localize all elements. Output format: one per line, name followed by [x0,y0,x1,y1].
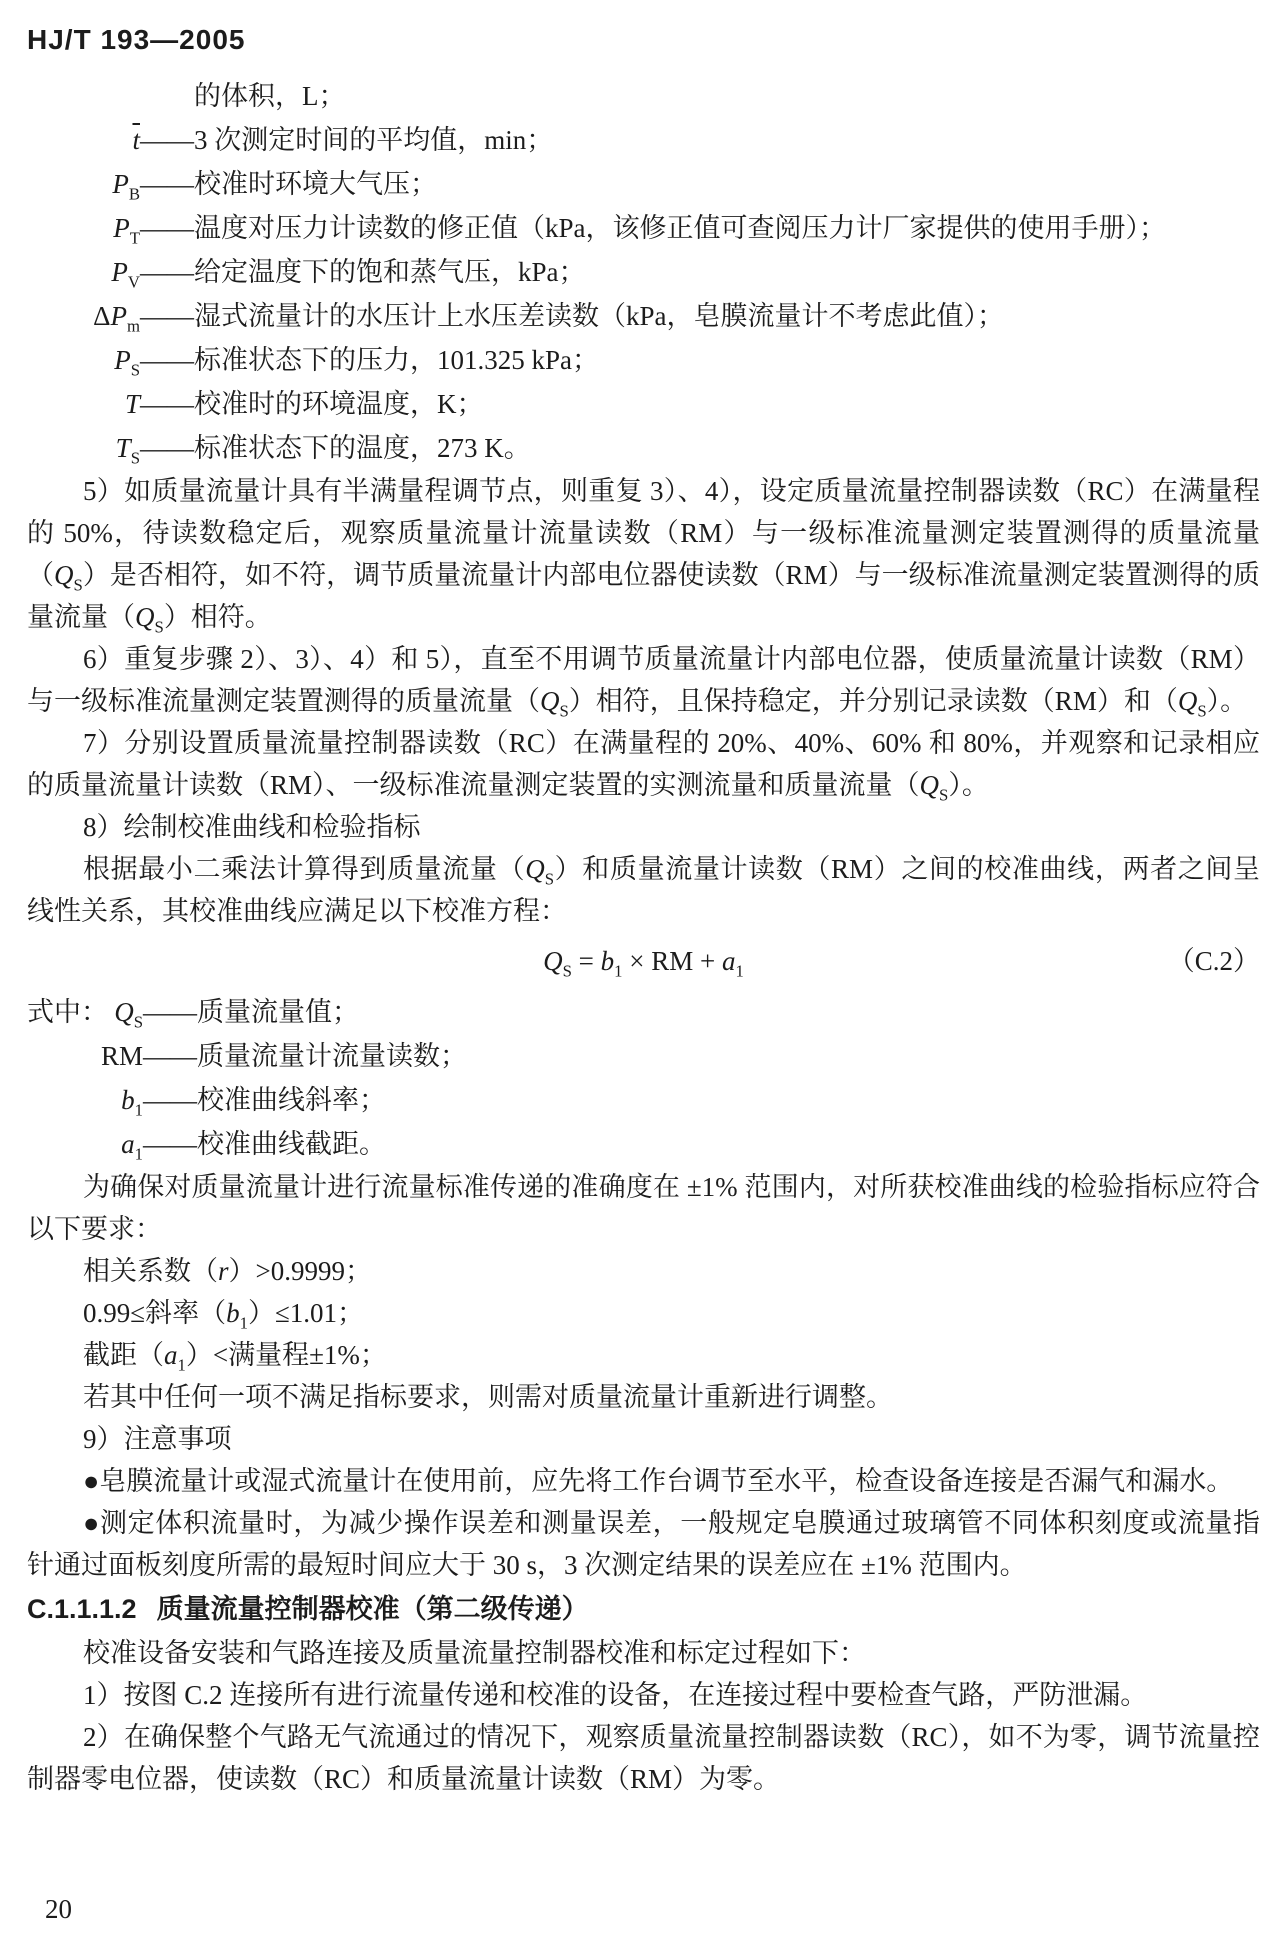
text-segment: P [114,345,131,375]
definition-description [140,250,1260,294]
text-segment: 相关系数（ [83,1256,218,1286]
equation-term-description [143,1034,1260,1078]
definition-description [140,294,1260,338]
definition-symbol [27,162,140,206]
subscript: 1 [239,1313,248,1333]
text-segment: 9）注意事项 [83,1424,232,1454]
equation-term-description [143,1078,1260,1122]
equation-term-description [143,1122,1260,1166]
subscript: S [73,575,83,595]
paragraph [27,848,1260,932]
text-segment: ）是否相符，如不符，调节质量流量计内部电位器使读数（RM）与一级标准流量测定装置测得的质量流量（ [27,560,1261,632]
text-segment: P [112,169,129,199]
text-segment: ——校准时的环境温度，K； [140,389,484,419]
formula-expression [543,946,744,981]
text-segment: ——校准时环境大气压； [140,169,437,199]
subscript: m [126,316,140,336]
text-segment: 2）在确保整个气路无气流通过的情况下，观察质量流量控制器读数（RC），如不为零，调节流量控制器零电位器，使读数（RC）和质量流量计读数（RM）为零。 [27,1722,1260,1794]
text-segment: P [111,257,128,287]
text-segment: T [124,389,140,419]
definition-row [27,426,1260,470]
equation-term-symbol [27,1122,143,1166]
subscript: S [154,617,164,637]
text-segment: Δ [93,301,111,331]
paragraph [27,1674,1260,1716]
standard-number-header: HJ/T 193—2005 [27,24,246,55]
text-segment: $\overline{t}$ [132,125,140,155]
equation-term-row [27,1122,1260,1166]
text-segment: Q [54,560,74,590]
paragraph [27,1716,1260,1800]
definition-row [27,74,1260,118]
text-segment: ●皂膜流量计或湿式流量计在使用前，应先将工作台调节至水平，检查设备连接是否漏气和漏水。 [83,1466,1234,1496]
definition-symbol [27,74,140,118]
equation-term-row [27,1034,1260,1078]
text-segment: 0.99≤斜率（ [83,1298,227,1328]
text-segment: Q [543,946,563,976]
paragraph [27,638,1260,722]
text-segment: r [218,1256,229,1286]
definition-symbol [27,206,140,250]
text-segment: T [115,433,131,463]
paragraph [27,1376,1260,1418]
subscript: V [127,272,140,292]
text-segment: ●测定体积流量时，为减少操作误差和测量误差，一般规定皂膜通过玻璃管不同体积刻度或流量指针通过面板刻度所需的最短时间应大于 30 s，3 次测定结果的误差应在 ±1% 范围内。 [27,1508,1260,1580]
text-segment: 根据最小二乘法计算得到质量流量（ [83,854,526,884]
text-segment: 8）绘制校准曲线和检验指标 [83,812,421,842]
subscript: S [939,785,949,805]
definition-row [27,118,1260,162]
definition-description [140,162,1260,206]
section-heading-title: 质量流量控制器校准（第二级传递） [156,1594,589,1624]
text-segment: a [121,1129,135,1159]
equation-term-symbol [27,1034,143,1078]
definition-row [27,382,1260,426]
equation-term-description [143,990,1260,1034]
text-segment: × RM + [622,946,723,976]
text-segment: ——3 次测定时间的平均值，min； [140,125,554,155]
definition-symbol [27,338,140,382]
text-segment: 截距（ [83,1340,164,1370]
text-segment: ）≤1.01； [247,1298,365,1328]
text-segment: ——标准状态下的压力，101.325 kPa； [140,345,599,375]
text-segment: 若其中任何一项不满足指标要求，则需对质量流量计重新进行调整。 [83,1382,893,1412]
text-segment: = [571,946,601,976]
text-segment: Q [1177,686,1198,716]
subscript: S [130,360,140,380]
definition-symbol [27,250,140,294]
subscript: 1 [735,961,744,981]
subscript: T [129,228,140,248]
text-segment: ——质量流量计流量读数； [143,1041,467,1071]
text-segment: 6）重复步骤 2）、3）、4）和 5），直至不用调节质量流量计内部电位器，使质量流量计读数（RM）与一级标准流量测定装置测得的质量流量（ [27,644,1260,716]
text-segment: ——温度对压力计读数的修正值（kPa，该修正值可查阅压力计厂家提供的使用手册）； [140,213,1166,243]
text-segment: ——湿式流量计的水压计上水压差读数（kPa，皂膜流量计不考虑此值）； [140,301,1004,331]
definition-symbol [27,426,140,470]
paragraph [27,1292,1260,1334]
definition-description [140,382,1260,426]
text-segment: ——给定温度下的饱和蒸气压，kPa； [140,257,586,287]
document-body [27,74,1260,1800]
paragraph [27,470,1260,638]
text-segment: ——质量流量值； [143,997,359,1027]
subscript: S [133,1012,143,1032]
text-segment: ——校准曲线斜率； [143,1085,386,1115]
text-segment: 5）如质量流量计具有半满量程调节点，则重复 3）、4），设定质量流量控制器读数（RC）在满量程的 50%，待读数稳定后，观察质量流量计流量读数（RM）与一级标准流量测定装置测得的质量流量（ [27,476,1260,590]
paragraph [27,1632,1260,1674]
subscript: S [562,961,572,981]
text-segment: ）相符。 [163,602,272,632]
text-segment: P [110,301,127,331]
subscript: S [1197,701,1207,721]
text-segment: 1）按图 C.2 连接所有进行流量传递和校准的设备，在连接过程中要检查气路，严防泄漏。 [83,1680,1148,1710]
subscript: S [130,448,140,468]
text-segment: P [113,213,130,243]
definition-symbol [27,118,140,162]
text-segment: 7）分别设置质量流量控制器读数（RC）在满量程的 20%、40%、60% 和 80%，并观察和记录相应的质量流量计读数（RM）、一级标准流量测定装置的实测流量和质量流量（ [27,728,1260,800]
definition-description [140,426,1260,470]
text-segment: 的体积，L； [194,81,346,111]
equation-term-row [27,1078,1260,1122]
definition-description [140,206,1260,250]
paragraph [27,1250,1260,1292]
definition-row [27,338,1260,382]
text-segment: ）。 [948,770,989,800]
text-segment: ——校准曲线截距。 [143,1129,386,1159]
text-segment: ）<满量程±1%； [185,1340,387,1370]
text-segment: a [164,1340,178,1370]
text-segment: Q [525,854,545,884]
text-segment: b [121,1085,135,1115]
equation-term-symbol [27,1078,143,1122]
paragraph [27,1334,1260,1376]
text-segment: b [600,946,615,976]
text-segment: ）>0.9999； [228,1256,372,1286]
subscript: 1 [134,1100,143,1120]
equation-terms-label: 式中： [27,997,108,1027]
paragraph [27,1460,1260,1502]
text-segment: Q [114,997,134,1027]
paragraph [27,722,1260,806]
subscript: B [128,184,140,204]
section-heading-number: C.1.1.1.2 [27,1594,137,1624]
subscript: S [544,869,555,889]
paragraph [27,806,1260,848]
text-segment: Q [540,686,560,716]
subscript: 1 [134,1144,143,1164]
text-segment: Q [919,770,940,800]
definition-symbol [27,382,140,426]
equation-term-row [27,990,1260,1034]
paragraph [27,1166,1260,1250]
text-segment: ）相符，且保持稳定，并分别记录读数（RM）和（ [568,686,1178,716]
definition-row [27,206,1260,250]
formula [27,940,1260,982]
definition-row [27,162,1260,206]
formula-number: （C.2） [1167,946,1260,976]
definition-description [140,338,1260,382]
paragraph [27,1502,1260,1586]
subscript: S [559,701,569,721]
paragraph [27,1418,1260,1460]
text-segment: ）。 [1206,686,1248,716]
text-segment: 为确保对质量流量计进行流量标准传递的准确度在 ±1% 范围内，对所获校准曲线的检验指标应符合以下要求： [27,1172,1260,1244]
section-heading [27,1588,1260,1630]
text-segment: ）和质量流量计读数（RM）之间的校准曲线，两者之间呈线性关系，其校准曲线应满足以下校准方程： [27,854,1261,926]
definition-row [27,250,1260,294]
definition-description [140,118,1260,162]
text-segment: b [226,1298,240,1328]
text-segment: a [722,946,736,976]
text-segment: ——标准状态下的温度，273 K。 [140,433,531,463]
text-segment: Q [135,602,155,632]
subscript: 1 [177,1355,186,1375]
subscript: 1 [614,961,623,981]
text-segment: RM [100,1041,143,1071]
definition-description [140,74,1260,118]
page-number: 20 [45,1894,72,1924]
definition-row [27,294,1260,338]
text-segment: 校准设备安装和气路连接及质量流量控制器校准和标定过程如下： [83,1638,866,1668]
definition-symbol [27,294,140,338]
